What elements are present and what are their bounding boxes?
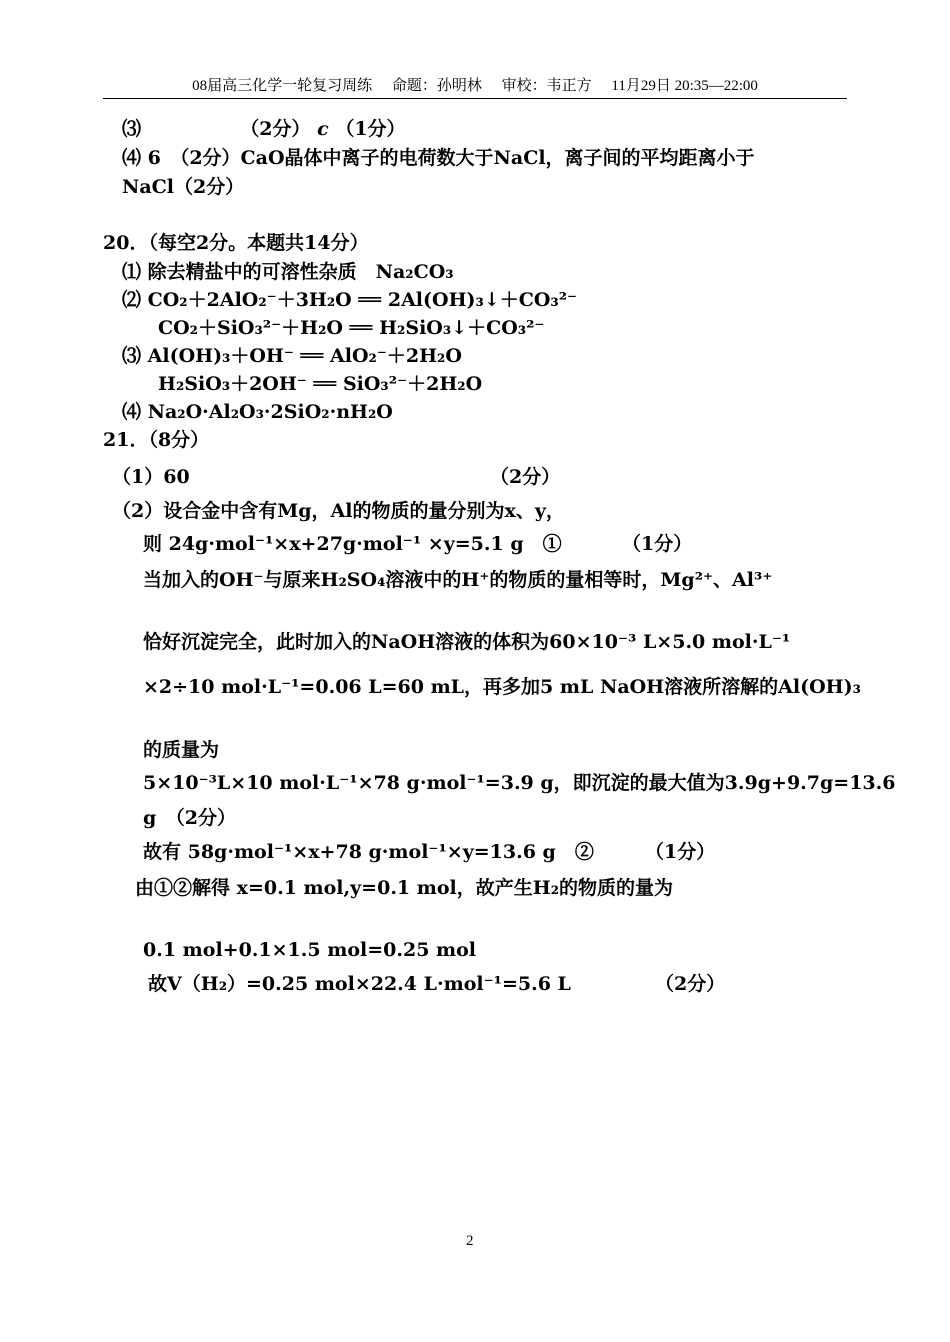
q20-part3b: H₂SiO₃＋2OH⁻ ══ SiO₃²⁻＋2H₂O: [158, 373, 483, 395]
q21-calc: 5×10⁻³L×10 mol·L⁻¹×78 g·mol⁻¹=3.9 g，即沉淀的最大值为3.9g+9.7g=13.6: [143, 772, 896, 794]
page-number: 2: [466, 1233, 474, 1249]
q21-answer1-score: （2分）: [490, 466, 561, 488]
q21-volume: 故V（H₂）=0.25 mol×22.4 L·mol⁻¹=5.6 L: [148, 973, 571, 995]
header-time: 11月29日 20:35—22:00: [611, 78, 758, 94]
q19-l3-label: ⑶: [122, 118, 142, 140]
q21-sum: 0.1 mol+0.1×1.5 mol=0.25 mol: [143, 939, 477, 961]
q21-eq1: 则 24g·mol⁻¹×x+27g·mol⁻¹ ×y=5.1 g ①: [143, 533, 562, 555]
q21-eq1-score: （1分）: [622, 533, 693, 555]
q21-div: ×2÷10 mol·L⁻¹=0.06 L=60 mL，再多加5 mL NaOH溶液所溶解的Al(OH)₃: [143, 676, 861, 698]
q20-part2a: ⑵ CO₂＋2AlO₂⁻＋3H₂O ══ 2Al(OH)₃↓＋CO₃²⁻: [122, 289, 578, 311]
q21-eq2: 故有 58g·mol⁻¹×x+78 g·mol⁻¹×y=13.6 g ②: [143, 841, 594, 863]
q19-part3: [122, 117, 406, 141]
q21-answer1: （1）60: [112, 466, 190, 488]
q19-l3-score: （2分）: [240, 118, 311, 140]
q19-l3-answer: c: [317, 118, 329, 140]
q21-when: 当加入的OH⁻与原来H₂SO₄溶液中的H⁺的物质的量相等时，Mg²⁺、Al³⁺: [143, 569, 773, 591]
q19-part4: ⑷ 6 （2分）CaO晶体中离子的电荷数大于NaCl，离子间的平均距离小于: [122, 147, 755, 169]
q20-part1: ⑴ 除去精盐中的可溶性杂质 Na₂CO₃: [122, 261, 454, 283]
q21-title: 21．（8分）: [103, 429, 210, 451]
q21-solve: 由①②解得 x=0.1 mol,y=0.1 mol，故产生H₂的物质的量为: [135, 877, 674, 899]
page-header: [103, 76, 847, 99]
q20-part2b: CO₂＋SiO₃²⁻＋H₂O ══ H₂SiO₃↓＋CO₃²⁻: [158, 317, 545, 339]
q21-g: g （2分）: [143, 807, 237, 829]
header-title: 08届高三化学一轮复习周练: [192, 78, 373, 94]
q20-part4: ⑷ Na₂O·Al₂O₃·2SiO₂·nH₂O: [122, 401, 393, 423]
q21-answer2: （2）设合金中含有Mg，Al的物质的量分别为x、y，: [112, 500, 565, 522]
q20-title: 20．（每空2分。本题共14分）: [103, 232, 369, 254]
q19-l3-score2: （1分）: [335, 118, 406, 140]
q20-part3a: ⑶ Al(OH)₃＋OH⁻ ══ AlO₂⁻＋2H₂O: [122, 345, 462, 367]
q21-mass: 的质量为: [143, 739, 220, 761]
header-author: 命题：孙明林: [391, 78, 482, 94]
q19-part4-cont: NaCl（2分）: [122, 176, 245, 198]
header-reviewer: 审校：韦正方: [501, 78, 592, 94]
q21-eq2-score: （1分）: [645, 841, 716, 863]
q21-volume-score: （2分）: [655, 973, 726, 995]
q21-exact: 恰好沉淀完全，此时加入的NaOH溶液的体积为60×10⁻³ L×5.0 mol·L⁻¹: [143, 631, 791, 653]
